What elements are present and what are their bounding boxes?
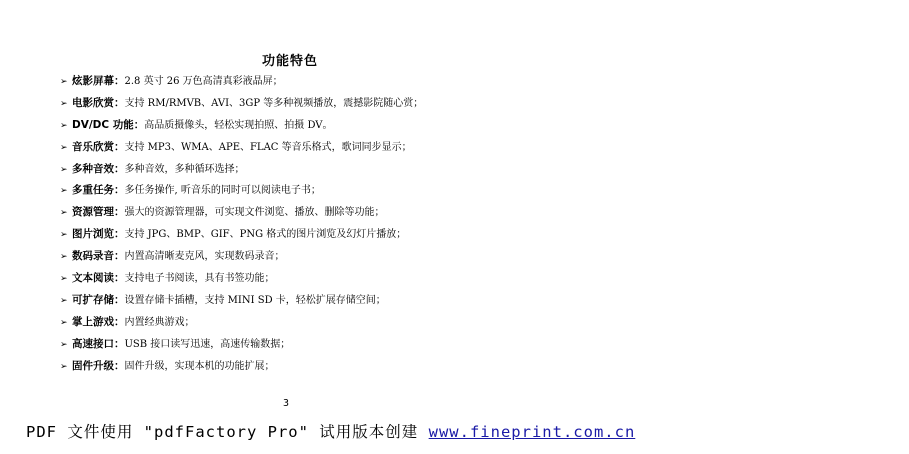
arrow-bullet-icon: ➢	[60, 339, 68, 350]
list-item	[60, 270, 423, 292]
feature-description: 高品质摄像头，轻松实现拍照、拍摄 DV。	[144, 119, 333, 131]
feature-label: 数码录音：	[72, 250, 125, 263]
feature-description: 设置存储卡插槽，支持 MINI SD 卡，轻松扩展存储空间；	[124, 294, 386, 306]
feature-label: DV/DC 功能：	[72, 118, 145, 131]
arrow-bullet-icon: ➢	[60, 252, 68, 263]
list-item	[60, 204, 423, 226]
list-item	[60, 226, 423, 248]
arrow-bullet-icon: ➢	[60, 295, 68, 306]
list-item	[60, 314, 423, 336]
feature-label: 高速接口：	[72, 337, 125, 350]
feature-description: 支持 JPG、BMP、GIF、PNG 格式的图片浏览及幻灯片播放；	[124, 229, 407, 241]
arrow-bullet-icon: ➢	[60, 361, 68, 372]
list-item	[60, 117, 423, 139]
page-number: 3	[283, 398, 290, 409]
feature-description: 支持 MP3、WMA、APE、FLAC 等音乐格式，歌词同步显示；	[124, 141, 412, 153]
list-item	[60, 336, 423, 358]
list-item	[60, 161, 423, 183]
pdf-footer	[26, 420, 635, 442]
feature-label: 文本阅读：	[72, 272, 125, 285]
arrow-bullet-icon: ➢	[60, 208, 68, 219]
feature-description: 内置高清晰麦克风，实现数码录音；	[124, 251, 285, 263]
feature-label: 固件升级：	[72, 359, 125, 372]
feature-label: 音乐欣赏：	[72, 140, 125, 153]
arrow-bullet-icon: ➢	[60, 186, 68, 197]
arrow-bullet-icon: ➢	[60, 120, 68, 131]
arrow-bullet-icon: ➢	[60, 230, 68, 241]
feature-label: 电影欣赏：	[72, 96, 125, 109]
feature-label: 炫影屏幕：	[72, 75, 125, 87]
list-item	[60, 358, 423, 380]
footer-link[interactable]: www.fineprint.com.cn	[428, 423, 636, 441]
arrow-bullet-icon: ➢	[60, 98, 68, 109]
feature-list	[60, 73, 423, 379]
arrow-bullet-icon: ➢	[60, 142, 68, 153]
feature-label: 可扩存储：	[72, 293, 125, 306]
feature-label: 多种音效：	[72, 162, 125, 175]
arrow-bullet-icon: ➢	[60, 317, 68, 328]
list-item	[60, 292, 423, 314]
page-title: 功能特色	[261, 54, 318, 69]
list-item	[60, 95, 423, 117]
feature-description: 支持 RM/RMVB、AVI、3GP 等多种视频播放，震撼影院随心赏；	[124, 97, 424, 109]
list-item	[60, 73, 423, 95]
feature-description: 2.8 英寸 26 万色高清真彩液晶屏；	[124, 76, 283, 87]
feature-description: 多种音效，多种循环选择；	[124, 163, 245, 175]
feature-description: 固件升级，实现本机的功能扩展；	[124, 360, 275, 372]
feature-description: 支持电子书阅读，具有书签功能；	[124, 273, 275, 285]
feature-label: 掌上游戏：	[72, 315, 125, 328]
footer-text: PDF 文件使用 "pdfFactory Pro" 试用版本创建	[26, 423, 429, 441]
feature-label: 图片浏览：	[72, 228, 125, 241]
arrow-bullet-icon: ➢	[60, 274, 68, 285]
list-item	[60, 248, 423, 270]
list-item	[60, 182, 423, 204]
arrow-bullet-icon: ➢	[60, 77, 68, 87]
feature-description: 强大的资源管理器，可实现文件浏览、播放、删除等功能；	[124, 207, 385, 219]
list-item	[60, 139, 423, 161]
arrow-bullet-icon: ➢	[60, 164, 68, 175]
feature-label: 资源管理：	[72, 206, 125, 219]
feature-description: 内置经典游戏；	[124, 316, 195, 328]
feature-description: USB 接口读写迅速，高速传输数据；	[124, 338, 291, 350]
feature-description: 多任务操作, 听音乐的同时可以阅读电子书；	[124, 185, 321, 197]
feature-label: 多重任务：	[72, 184, 125, 197]
